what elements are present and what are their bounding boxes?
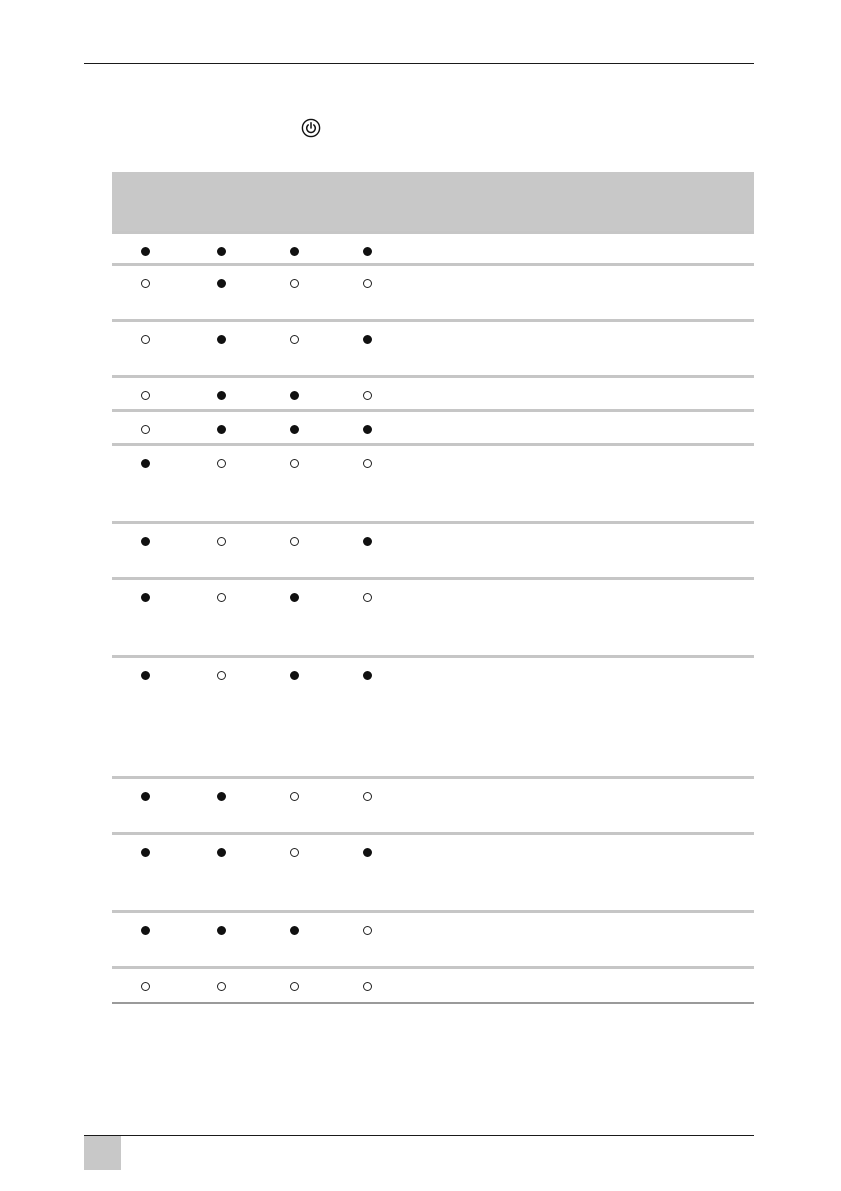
indicator-on-icon — [141, 537, 150, 546]
table-row — [112, 969, 754, 1004]
table-row — [112, 378, 754, 412]
indicator-on-icon — [290, 593, 299, 602]
table-row — [112, 580, 754, 658]
table-row — [112, 913, 754, 969]
indicator-on-icon — [141, 593, 150, 602]
table-header — [112, 172, 754, 231]
indicator-off-icon — [217, 459, 226, 468]
indicator-off-icon — [290, 848, 299, 857]
indicator-off-icon — [141, 279, 150, 288]
indicator-on-icon — [290, 425, 299, 434]
indicator-off-icon — [363, 391, 372, 400]
indicator-on-icon — [141, 459, 150, 468]
indicator-on-icon — [141, 247, 150, 256]
indicator-off-icon — [217, 671, 226, 680]
indicator-on-icon — [290, 671, 299, 680]
power-icon — [301, 118, 321, 138]
indicator-on-icon — [217, 391, 226, 400]
indicator-on-icon — [363, 848, 372, 857]
table-row — [112, 835, 754, 913]
indicator-on-icon — [217, 279, 226, 288]
indicator-on-icon — [290, 247, 299, 256]
indicator-off-icon — [217, 537, 226, 546]
indicator-off-icon — [290, 982, 299, 991]
indicator-on-icon — [363, 671, 372, 680]
indicator-table — [112, 172, 754, 1004]
indicator-off-icon — [141, 982, 150, 991]
header-rule — [84, 63, 754, 64]
indicator-off-icon — [290, 459, 299, 468]
footer-rule — [84, 1135, 754, 1136]
indicator-off-icon — [363, 593, 372, 602]
indicator-on-icon — [217, 425, 226, 434]
indicator-on-icon — [363, 537, 372, 546]
indicator-on-icon — [217, 926, 226, 935]
indicator-on-icon — [141, 671, 150, 680]
indicator-off-icon — [290, 792, 299, 801]
indicator-on-icon — [141, 926, 150, 935]
indicator-on-icon — [217, 848, 226, 857]
indicator-off-icon — [217, 982, 226, 991]
table-row — [112, 524, 754, 580]
table-row — [112, 412, 754, 446]
indicator-off-icon — [217, 593, 226, 602]
indicator-off-icon — [290, 279, 299, 288]
indicator-off-icon — [363, 926, 372, 935]
indicator-on-icon — [290, 391, 299, 400]
table-row — [112, 658, 754, 779]
indicator-on-icon — [363, 425, 372, 434]
indicator-on-icon — [363, 335, 372, 344]
table-row — [112, 322, 754, 378]
table-body — [112, 234, 754, 1004]
indicator-off-icon — [363, 279, 372, 288]
indicator-off-icon — [363, 982, 372, 991]
page-number-tab — [84, 1136, 121, 1170]
table-row — [112, 446, 754, 524]
table-row — [112, 779, 754, 835]
indicator-on-icon — [217, 792, 226, 801]
table-row — [112, 266, 754, 322]
indicator-on-icon — [141, 848, 150, 857]
indicator-off-icon — [290, 537, 299, 546]
indicator-on-icon — [141, 792, 150, 801]
indicator-off-icon — [363, 459, 372, 468]
indicator-off-icon — [141, 425, 150, 434]
indicator-off-icon — [290, 335, 299, 344]
indicator-on-icon — [363, 247, 372, 256]
indicator-off-icon — [141, 335, 150, 344]
indicator-on-icon — [290, 926, 299, 935]
indicator-off-icon — [141, 391, 150, 400]
table-row — [112, 234, 754, 266]
indicator-on-icon — [217, 335, 226, 344]
indicator-off-icon — [363, 792, 372, 801]
indicator-on-icon — [217, 247, 226, 256]
